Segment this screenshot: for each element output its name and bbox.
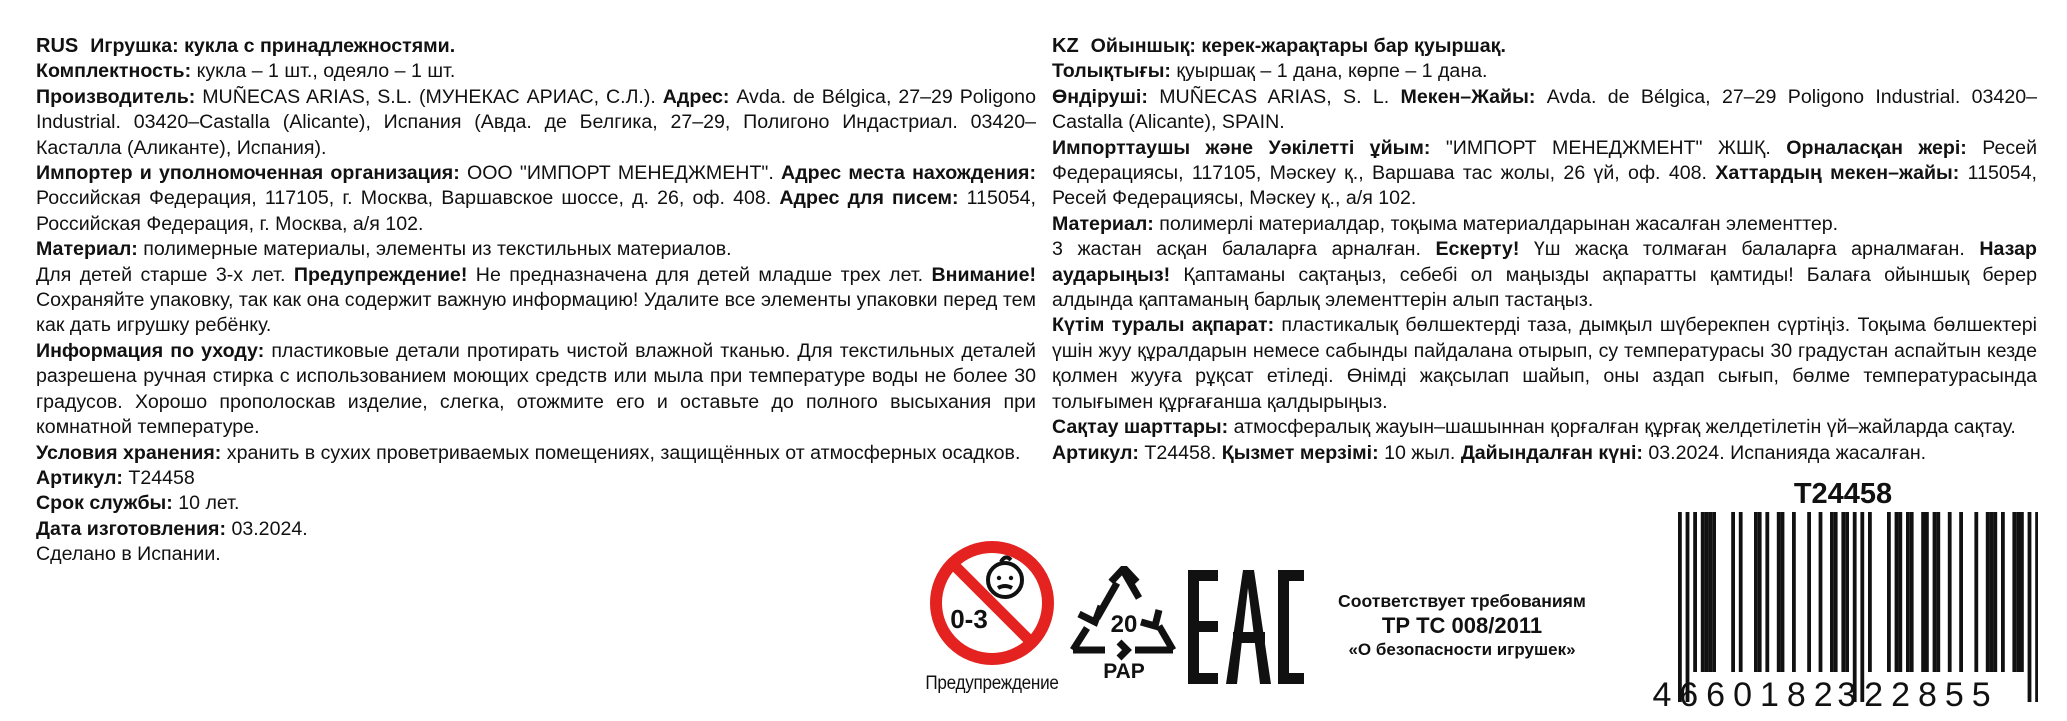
barcode-bar <box>1705 512 1709 672</box>
barcode-bar <box>1777 512 1781 672</box>
barcode-bar <box>1693 512 1697 672</box>
warning-value: Не предназначена для детей младше трех лет. <box>475 263 924 286</box>
barcode-bar <box>2016 512 2020 672</box>
barcode-bar <box>1990 512 1994 672</box>
barcode-bar <box>1906 512 1910 672</box>
attention-label: Назар аударыңыз! <box>1052 238 2037 286</box>
russian-text-block <box>36 34 1036 568</box>
barcode-bar <box>1819 512 1823 672</box>
article-value: T24458. <box>1144 441 1217 464</box>
eac-mark-icon <box>1188 570 1304 684</box>
importer-label: Импортер и уполномоченная организация: <box>36 162 460 185</box>
care-label: Информация по уходу: <box>36 339 265 362</box>
barcode-bar <box>1974 512 1978 672</box>
set-value: қуыршақ – 1 дана, көрпе – 1 дана. <box>1176 60 1488 83</box>
barcode-bar <box>1986 512 1990 672</box>
article-label: Артикул: <box>1052 441 1139 464</box>
barcode-bar <box>2001 512 2005 672</box>
barcode-bar <box>2028 512 2032 702</box>
date-label: Дайындалған күні: <box>1460 441 1643 464</box>
recycle-symbol <box>1067 566 1181 685</box>
kazakh-text-block <box>1052 34 2037 466</box>
material-value: полимерлі материалдар, тоқыма материалдарынан жасалған элементтер. <box>1159 212 1839 235</box>
barcode-bar <box>1731 512 1735 672</box>
maker-value: MUÑECAS ARIAS, S.L. (МУНЕКАС АРИАС, С.Л.). <box>202 85 656 108</box>
material-label: Материал: <box>36 238 138 261</box>
material-value: полимерные материалы, элементы из текстильных материалов. <box>143 238 732 261</box>
origin-text: Испанияда жасалған. <box>1730 441 1927 464</box>
barcode-left-digits: 660182 <box>1679 676 1841 712</box>
attention-value: Сохраняйте упаковку, так как она содержит важную информацию! Удалите все элементы упаковки перед тем как дать игрушку ребёнку. <box>36 289 1036 337</box>
barcode-bar <box>1712 512 1716 672</box>
barcode-bar <box>2012 512 2016 672</box>
service-label: Срок службы: <box>36 492 173 515</box>
material-label: Материал: <box>1052 212 1154 235</box>
importer-value: ООО "ИМПОРТ МЕНЕДЖМЕНТ". <box>466 162 774 185</box>
storage-label: Условия хранения: <box>36 441 222 464</box>
language-code: KZ <box>1052 35 1079 57</box>
barcode-bar <box>1959 512 1963 672</box>
age-warning-icon <box>929 540 1055 666</box>
barcode-bar <box>1701 512 1705 672</box>
date-value: 03.2024. <box>1648 441 1725 464</box>
maker-value: MUÑECAS ARIAS, S. L. <box>1159 85 1390 108</box>
barcode-bar <box>1845 512 1849 672</box>
service-value: 10 жыл. <box>1384 441 1456 464</box>
barcode-bar <box>1678 512 1682 702</box>
address-label: Мекен–Жайы: <box>1400 85 1536 108</box>
barcode-bar <box>1739 512 1743 672</box>
barcode-bar <box>1895 512 1899 672</box>
warning-label: Ескерту! <box>1435 238 1520 261</box>
location-value: Ресей Федерациясы, 117105, Мәскеу қ., Варшава тас жолы, 26 үй, оф. 408. <box>1052 136 2038 185</box>
barcode-bar <box>1686 512 1690 702</box>
set-value: кукла – 1 шт., одеяло – 1 шт. <box>196 60 456 83</box>
toy-title: Игрушка: кукла с принадлежностями. <box>90 35 456 57</box>
barcode-bar <box>1868 512 1872 672</box>
recycle-code: PAP <box>1103 660 1145 680</box>
barcode-right-digits: 322855 <box>1837 676 1999 712</box>
mail-value: 115054, Российская Федерация, г. Москва, а/я 102. <box>36 187 1036 235</box>
service-value: 10 лет. <box>178 492 240 515</box>
mail-value: 115054, Ресей Федерациясы, Мәскеу қ., а/я 102. <box>1052 162 2037 210</box>
care-value: пластикалық бөлшектерді таза, дымқыл шүберекпен сүртіңіз. Тоқыма бөлшектері үшін жуу құралдарын немесе сабынды пайдалана отырып, су температурасы 30 градустан аспайтын кезде қолмен жууға рұқсат етіледі. Өнімді жақсылап шайып, оны аздап сығып, бөлме температурасында толығымен құрғағанша қалдырыңыз. <box>1052 314 2037 413</box>
attention-label: Внимание! <box>931 263 1036 286</box>
barcode-article: T24458 <box>1793 478 1893 510</box>
care-label: Күтім туралы ақпарат: <box>1052 314 1275 337</box>
origin-text: Сделано в Испании. <box>36 543 221 566</box>
age-text: 3 жастан асқан балаларға арналған. <box>1052 238 1421 261</box>
barcode-bar <box>1765 512 1769 672</box>
address-label: Адрес: <box>662 85 730 108</box>
location-label: Орналасқан жері: <box>1786 136 1967 159</box>
address-value: Avda. de Bélgica, 27–29 Poligono Industrial. 03420–Castalla (Alicante), SPAIN. <box>1052 85 2038 134</box>
recycle-icon <box>1067 566 1181 680</box>
location-label: Адрес места нахождения: <box>781 162 1036 185</box>
warning-caption: Предупреждение <box>925 673 1059 694</box>
set-label: Комплектность: <box>36 60 192 83</box>
barcode-bar <box>1754 512 1758 672</box>
barcode-bar <box>1898 512 1902 672</box>
age-range-text: 0-3 <box>950 604 988 634</box>
barcode-bar <box>1910 512 1914 672</box>
toy-title: Ойыншық: керек-жарақтары бар қуыршақ. <box>1090 35 1506 57</box>
importer-value: "ИМПОРТ МЕНЕДЖМЕНТ" ЖШҚ. <box>1445 136 1771 159</box>
barcode-bar <box>1936 512 1940 672</box>
storage-value: хранить в сухих проветриваемых помещениях, защищённых от атмосферных осадков. <box>226 441 1021 464</box>
barcode-bar <box>1993 512 1997 672</box>
barcode-bar <box>1887 512 1891 672</box>
barcode-bars <box>1678 512 2038 702</box>
conformity-statement <box>1313 590 1611 661</box>
barcode-bar <box>1933 512 1937 672</box>
barcode-bar <box>1792 512 1796 672</box>
date-label: Дата изготовления: <box>36 517 226 540</box>
importer-label: Импорттаушы және Уәкілетті ұйым: <box>1052 136 1431 159</box>
set-label: Толықтығы: <box>1052 60 1171 83</box>
article-value: T24458 <box>128 466 195 489</box>
barcode-bar <box>1708 512 1712 672</box>
maker-label: Өндіруші: <box>1052 85 1148 108</box>
attention-value: Қаптаманы сақтаңыз, себебі ол маңызды ақпаратты қамтиды! Балаға ойыншық берер алдында қаптаманың барлық элементтерін алып тастаңыз. <box>1052 263 2037 312</box>
barcode-bar <box>2035 512 2038 702</box>
recycle-number: 20 <box>1110 611 1138 638</box>
barcode-bar <box>1853 512 1857 702</box>
conformity-line-1: Соответствует требованиям <box>1338 591 1586 611</box>
warning-label: Предупреждение! <box>293 263 468 286</box>
article-label: Артикул: <box>36 466 123 489</box>
certification-icons <box>917 540 1637 705</box>
ean13-barcode <box>1648 512 2038 712</box>
barcode-bar <box>1841 512 1845 672</box>
barcode-bar <box>1921 512 1925 672</box>
barcode-bar <box>1925 512 1929 672</box>
service-label: Қызмет мерзімі: <box>1221 441 1379 464</box>
barcode-bar <box>2020 512 2024 672</box>
storage-value: атмосфералық жауын–шашыннан қорғалған құрғақ желдетілетін үй–жайларда сақтау. <box>1233 416 2016 439</box>
barcode-bar <box>1758 512 1762 672</box>
conformity-line-2: ТР ТС 008/2011 <box>1381 613 1543 638</box>
barcode-bar <box>1860 512 1864 702</box>
language-code: RUS <box>36 35 79 57</box>
mail-label: Хаттардың мекен–жайы: <box>1715 162 1960 185</box>
date-value: 03.2024. <box>231 517 308 540</box>
location-value: Российская Федерация, 117105, г. Москва, Варшавское шоссе, д. 26, оф. 408. <box>36 187 772 210</box>
warning-value: Үш жасқа толмаған балаларға арналмаған. <box>1533 238 1965 261</box>
care-value: пластиковые детали протирать чистой влажной тканью. Для текстильных деталей разрешена ручная стирка с использованием моющих средств или мыла при температуре воды не более 30 градусов. Хорошо прополоскав изделие, слегка, отожмите его и оставьте до полного высыхания при комнатной температуре. <box>36 339 1036 439</box>
barcode-bar <box>1830 512 1834 672</box>
mail-label: Адрес для писем: <box>779 187 959 210</box>
barcode-bar <box>1834 512 1838 672</box>
barcode-bar <box>1948 512 1952 672</box>
storage-label: Сақтау шарттары: <box>1052 416 1229 439</box>
barcode-first-digit: 4 <box>1652 676 1672 712</box>
conformity-line-3: «О безопасности игрушек» <box>1348 640 1576 659</box>
age-warning-symbol <box>917 540 1067 695</box>
barcode-block <box>1648 478 2038 712</box>
barcode-bar <box>1807 512 1811 672</box>
address-value: Avda. de Bélgica, 27–29 Poligono Industrial. 03420–Castalla (Alicante), Испания (Авда. де Белгика, 27–29, Полигоно Индастриал. 03420–Касталла (Аликанте), Испания). <box>36 85 1036 159</box>
barcode-bar <box>1781 512 1785 672</box>
maker-label: Производитель: <box>36 85 196 108</box>
age-text: Для детей старше 3-х лет. <box>36 263 286 286</box>
